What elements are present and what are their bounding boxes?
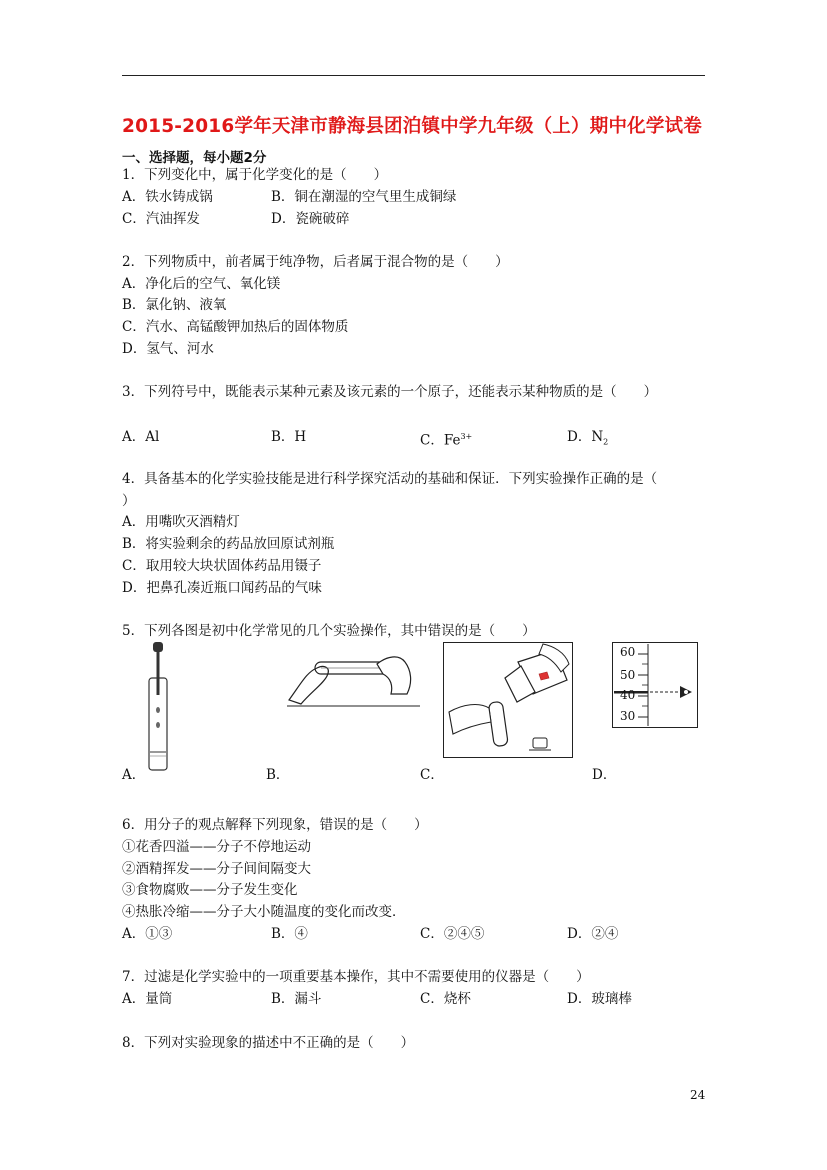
q3-option-a: A．Al — [122, 429, 160, 445]
q3-option-d — [567, 428, 608, 452]
q3-stem: 3．下列符号中，既能表示某种元素及该元素的一个原子，还能表示某种物质的是（ ） — [122, 384, 658, 400]
q3-option-d-subscript: 2 — [603, 437, 609, 447]
cylinder-tick-40: 40 — [620, 688, 636, 702]
q4-option-a: A．用嘴吹灭酒精灯 — [122, 514, 240, 530]
q7-option-c: C．烧杯 — [420, 991, 471, 1007]
q6-option-c: C．②④⑤ — [420, 926, 485, 942]
q1-option-c: C．汽油挥发 — [122, 211, 200, 227]
header-rule — [122, 75, 705, 76]
q7-stem: 7．过滤是化学实验中的一项重要基本操作，其中不需要使用的仪器是（ ） — [122, 969, 590, 985]
cylinder-tick-30: 30 — [620, 709, 636, 723]
figure-a-dropper — [140, 640, 180, 772]
q2-option-c: C．汽水、高锰酸钾加热后的固体物质 — [122, 319, 349, 335]
q3-option-c-charge: 3+ — [460, 432, 473, 441]
q4-stem-cont: ） — [122, 493, 136, 509]
q4-option-d: D．把鼻孔凑近瓶口闻药品的气味 — [122, 580, 322, 596]
q3-option-c-text: C．Fe — [420, 432, 461, 449]
q7-option-b: B．漏斗 — [271, 991, 322, 1007]
q1-option-d: D．瓷碗破碎 — [271, 211, 350, 227]
q5-option-b: B． — [266, 767, 290, 783]
q6-statement-4: ④热胀冷缩——分子大小随温度的变化而改变． — [122, 904, 406, 920]
q3-option-c — [420, 428, 472, 450]
q2-option-d: D．氢气、河水 — [122, 341, 214, 357]
cylinder-tick-50: 50 — [620, 668, 636, 682]
q4-option-b: B．将实验剩余的药品放回原试剂瓶 — [122, 536, 335, 552]
q8-stem: 8．下列对实验现象的描述中不正确的是（ ） — [122, 1035, 415, 1051]
q7-option-a: A．量筒 — [122, 991, 173, 1007]
q6-statement-2: ②酒精挥发——分子间间隔变大 — [122, 861, 311, 877]
q6-option-b: B．④ — [271, 926, 308, 942]
q6-statement-1: ①花香四溢——分子不停地运动 — [122, 839, 311, 855]
q3-option-b: B．H — [271, 429, 307, 445]
figure-b-hands-test-tube — [287, 642, 420, 708]
q5-stem: 5．下列各图是初中化学常见的几个实验操作，其中错误的是（ ） — [122, 623, 536, 639]
q5-option-c: C． — [420, 767, 444, 783]
q1-stem: 1．下列变化中，属于化学变化的是（ ） — [122, 167, 388, 183]
page-number: 24 — [690, 1088, 706, 1102]
q1-option-b: B．铜在潮湿的空气里生成铜绿 — [271, 189, 457, 205]
page-title: 2015-2016学年天津市静海县团泊镇中学九年级（上）期中化学试卷 — [122, 116, 702, 137]
figure-c-pouring — [443, 642, 573, 758]
section-heading: 一、选择题，每小题2分 — [122, 150, 267, 166]
q6-option-a: A．①③ — [122, 926, 173, 942]
q5-option-d: D． — [592, 767, 617, 783]
q4-stem: 4．具备基本的化学实验技能是进行科学探究活动的基础和保证．下列实验操作正确的是（ — [122, 471, 658, 487]
q2-stem: 2．下列物质中，前者属于纯净物，后者属于混合物的是（ ） — [122, 254, 509, 270]
q4-option-c: C．取用较大块状固体药品用镊子 — [122, 558, 322, 574]
cylinder-tick-60: 60 — [620, 645, 636, 659]
q3-option-d-text: D．N — [567, 429, 604, 445]
q1-option-a: A．铁水铸成锅 — [122, 189, 213, 205]
q7-option-d: D．玻璃棒 — [567, 991, 632, 1007]
q6-statement-3: ③食物腐败——分子发生变化 — [122, 882, 298, 898]
q2-option-a: A．净化后的空气、氧化镁 — [122, 276, 281, 292]
q6-stem: 6．用分子的观点解释下列现象，错误的是（ ） — [122, 817, 428, 833]
q5-option-a: A． — [122, 767, 146, 783]
q2-option-b: B．氯化钠、液氧 — [122, 297, 227, 313]
q6-option-d: D．②④ — [567, 926, 619, 942]
